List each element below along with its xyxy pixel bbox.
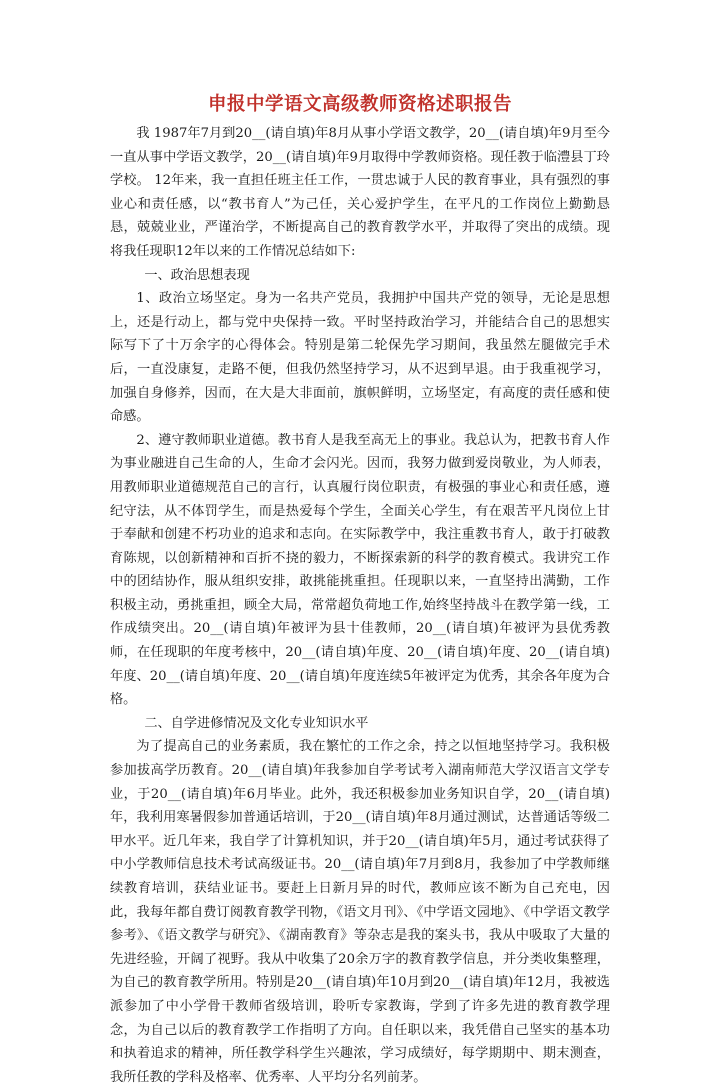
- paragraph-self-study: 为了提高自己的业务素质，我在繁忙的工作之余，持之以恒地坚持学习。我积极参加拔高学历教育。20__(请自填)年我参加自学考试考入湖南师范大学汉语言文学专业，于20__(请自填)年6月毕业。此外，我还积极参加业务知识自学，20__(请自填)年，我利用寒暑假参加普通话培训，于20__(请自填)年8月通过测试，达普通话等级二甲水平。近几年来，我自学了计算机知识，并于20__(请自填)年5月，通过考试获得了中小学教师信息技术考试高级证书。20__(请自填)年7月到8月，我参加了中学教师继续教育培训，获结业证书。要赶上日新月异的时代，教师应该不断为自己充电，因此，我每年都自费订阅教育教学刊物，《语文月刊》、《中学语文园地》、《中学语文教学参考》、《语文教学与研究》、《湖南教育》等杂志是我的案头书，我从中吸取了大量的先进经验，开阔了视野。我从中收集了20余万字的教育教学信息，并分类收集整理，为自己的教育教学所用。特别是20__(请自填)年10月到20__(请自填)年12月，我被选派参加了中小学骨干教师省级培训，聆听专家教诲，学到了许多先进的教育教学理念，为自己以后的教育教学工作指明了方向。自任职以来，我凭借自己坚实的基本功和执着追求的精神，所任教学科学生兴趣浓，学习成绩好，每学期期中、期末测查，我所任教的学科及格率、优秀率、人平均分名列前茅。: [110, 739, 610, 1085]
- document-title: 申报中学语文高级教师资格述职报告: [207, 94, 512, 115]
- section-heading-political: 一、政治思想表现: [144, 267, 250, 283]
- section-heading-self-study: 二、自学进修情况及文化专业知识水平: [144, 715, 369, 731]
- document-page: [110, 92, 610, 1089]
- intro-paragraph: 我 1987年7月到20__(请自填)年8月从事小学语文教学，20__(请自填)年9月至今一直从事中学语文教学，20__(请自填)年9月取得中学教师资格。现任教于临澧县丁玲学校。 12年来，我一直担任班主任工作，一贯忠诚于人民的教育事业，具有强烈的事业心和责任感，以“教书育人”为己任，关心爱护学生，在平凡的工作岗位上勤勤恳恳，兢兢业业，严谨治学，不断提高自己的教育教学水平，并取得了突出的成绩。现将我任现职12年以来的工作情况总结如下:: [110, 126, 610, 259]
- paragraph-professional-ethics: 2、遵守教师职业道德。教书育人是我至高无上的事业。我总认为，把教书育人作为事业融进自己生命的人，生命才会闪光。因而，我努力做到爱岗敬业，为人师表，用教师职业道德规范自己的言行，认真履行岗位职责，有极强的事业心和责任感，遵纪守法，从不体罚学生，而是热爱每个学生，全面关心学生，有在艰苦平凡岗位上甘于奉献和创建不朽功业的追求和志向。在实际教学中，我注重教书育人，敢于打破教育陈规，以创新精神和百折不挠的毅力，不断探索新的科学的教育模式。我讲究工作中的团结协作，服从组织安排，敢挑能挑重担。任现职以来，一直坚持出满勤，工作积极主动，勇挑重担，顾全大局，常常超负荷地工作,始终坚持战斗在教学第一线，工作成绩突出。20__(请自填)年被评为县十佳教师，20__(请自填)年被评为县优秀教师，在任现职的年度考核中，20__(请自填)年度、20__(请自填)年度、20__(请自填)年度、20__(请自填)年度、20__(请自填)年度连续5年被评定为优秀，其余各年度为合格。: [110, 432, 610, 708]
- paragraph-political-stance: 1、政治立场坚定。身为一名共产党员，我拥护中国共产党的领导，无论是思想上，还是行动上，都与党中央保持一致。平时坚持政治学习，并能结合自己的思想实际写下了十万余字的心得体会。特别是第二轮保先学习期间，我虽然左腿做完手术后，一直没康复，走路不便，但我仍然坚持学习，从不迟到早退。由于我重视学习，加强自身修养，因而，在大是大非面前，旗帜鲜明，立场坚定，有高度的责任感和使命感。: [110, 291, 610, 425]
